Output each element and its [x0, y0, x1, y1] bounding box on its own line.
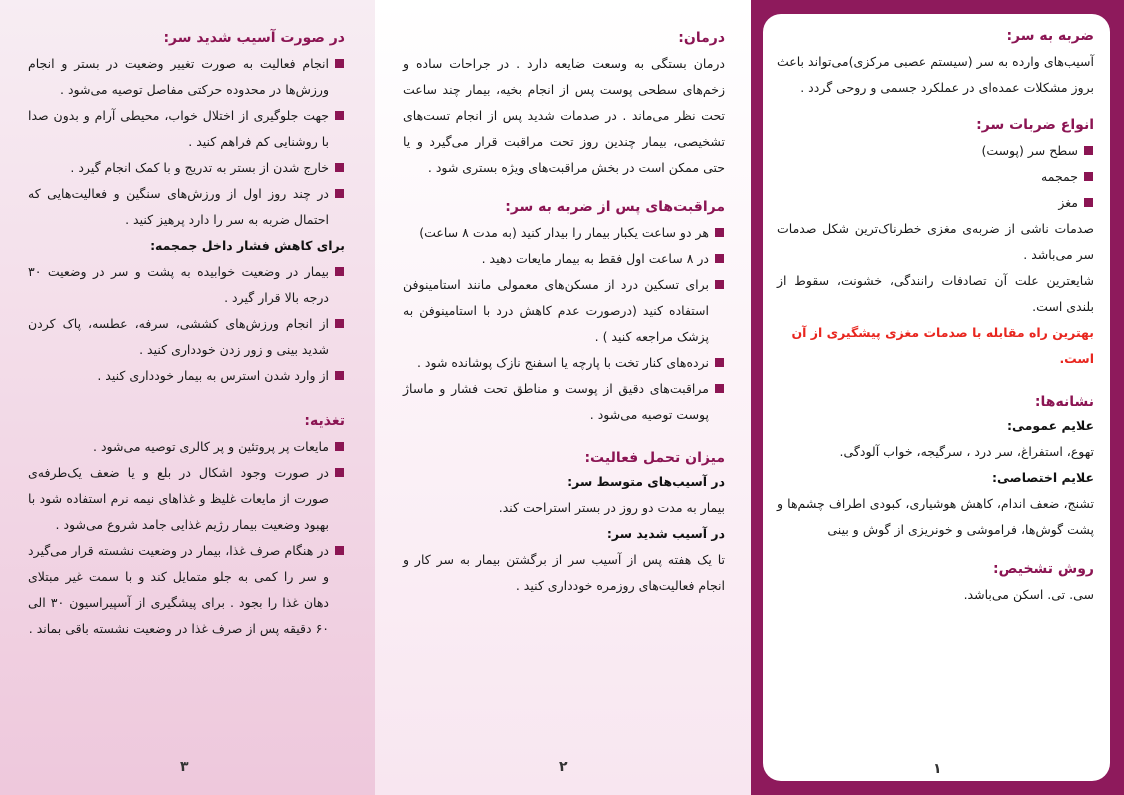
diagnosis-section — [777, 561, 1094, 608]
list-item: خارج شدن از بستر به تدریج و با کمک انجام گیرد . — [28, 155, 345, 181]
prevention-alert: بهترین راه مقابله با صدمات مغزی پیشگیری از آن است. — [791, 325, 1094, 366]
subtitle-specific: علایم اختصاصی: — [991, 470, 1094, 485]
nutrition-list — [28, 434, 345, 642]
head-injury-section — [777, 28, 1094, 101]
page-number: ۳ — [180, 759, 189, 775]
list-item: انجام فعالیت به صورت تغییر وضعیت در بستر و انجام ورزش‌ها در محدوده حرکتی مفاصل توصیه می‌شود . — [28, 51, 345, 103]
list-item: در صورت وجود اشکال در بلع و یا ضعف یک‌طرفه‌ی صورت از مایعات غلیظ و غذاهای نیمه نرم استفاده شود با بهبود وضعیت بیمار رژیم غذایی جامد شروع می‌شود . — [28, 460, 345, 538]
page-panel-1 — [751, 0, 1124, 795]
severe-injury-section — [28, 30, 345, 389]
list-item: مایعات پر پروتئین و پر کالری توصیه می‌شود . — [28, 434, 345, 460]
list-item: در هنگام صرف غذا، بیمار در وضعیت نشسته قرار می‌گیرد و سر را کمی به جلو متمایل کند و با سمت غیر مبتلای دهان غذا را بجود . برای پیشگیری از آسپیراسیون ۳۰ الی ۶۰ دقیقه پس از صرف غذا در وضعیت نشسته باقی بماند . — [28, 538, 345, 642]
list-item: برای تسکین درد از مسکن‌های معمولی مانند استامینوفن استفاده کنید (درصورت عدم کاهش درد با استامینوفن به پزشک مراجعه کنید ) . — [403, 272, 725, 350]
section-title-types: انواع ضربات سر: — [976, 117, 1094, 133]
symptoms-section — [777, 394, 1094, 543]
treatment-section — [403, 30, 725, 181]
specific-text: تشنج، ضعف اندام، کاهش هوشیاری، کبودی اطراف چشم‌ها و پشت گوش‌ها، فراموشی و خونریزی از گوش و بینی — [777, 496, 1094, 537]
types-text-1: صدمات ناشی از ضربه‌ی مغزی خطرناک‌ترین شکل صدمات سر می‌باشد . — [777, 221, 1094, 262]
section-title-diagnosis: روش تشخیص: — [993, 561, 1094, 577]
care-list — [403, 220, 725, 428]
subtitle-general: علایم عمومی: — [1006, 418, 1094, 433]
diagnosis-text: سی. تی. اسکن می‌باشد. — [963, 587, 1094, 602]
list-item: مغز — [777, 190, 1094, 216]
list-item: هر دو ساعت یکبار بیمار را بیدار کنید (به مدت ۸ ساعت) — [403, 220, 725, 246]
activity-section — [403, 450, 725, 599]
list-item: جمجمه — [777, 164, 1094, 190]
section-title-head-injury: ضربه به سر: — [1006, 28, 1094, 44]
section-title-symptoms: نشانه‌ها: — [1034, 394, 1094, 410]
content-card — [763, 14, 1110, 781]
section-title-severe: در صورت آسیب شدید سر: — [163, 30, 345, 46]
types-section — [777, 117, 1094, 372]
page-panel-2 — [375, 0, 751, 795]
page-panel-3 — [0, 0, 375, 795]
page-number: ۱ — [933, 761, 942, 777]
subtitle-moderate: در آسیب‌های متوسط سر: — [567, 474, 725, 489]
types-list — [777, 138, 1094, 216]
list-item: نرده‌های کنار تخت با پارچه یا اسفنج نازک پوشانده شود . — [403, 350, 725, 376]
head-injury-text: آسیب‌های وارده به سر (سیستم عصبی مرکزی)می‌تواند باعث بروز مشکلات عمده‌ای در عملکرد جسمی و روحی گردد . — [777, 54, 1094, 95]
list-item: جهت جلوگیری از اختلال خواب، محیطی آرام و بدون صدا با روشنایی کم فراهم کنید . — [28, 103, 345, 155]
list-item: مراقبت‌های دقیق از پوست و مناطق تحت فشار و ماساژ پوست توصیه می‌شود . — [403, 376, 725, 428]
treatment-text: درمان بستگی به وسعت ضایعه دارد . در جراحات ساده و زخم‌های سطحی پوست پس از انجام بخیه، بیمار چند ساعت تحت نظر می‌ماند . در صدمات شدید پس از انجام تست‌های تشخیصی، بیمار چندین روز تحت مراقبت قرار می‌گیرد و یا حتی ممکن است در بخش مراقبت‌های ویژه بستری شود . — [403, 56, 725, 175]
page-number: ۲ — [559, 759, 568, 775]
pressure-list — [28, 259, 345, 389]
types-text-2: شایعترین علت آن تصادفات رانندگی، خشونت، سقوط از بلندی است. — [777, 273, 1094, 314]
severe-text: تا یک هفته پس از آسیب سر از برگشتن بیمار به سر کار و انجام فعالیت‌های روزمره خودداری کنید . — [403, 552, 725, 593]
general-text: تهوع، استفراغ، سر درد ، سرگیجه، خواب آلودگی. — [839, 444, 1094, 459]
list-item: سطح سر (پوست) — [777, 138, 1094, 164]
list-item: در ۸ ساعت اول فقط به بیمار مایعات دهید . — [403, 246, 725, 272]
nutrition-section — [28, 413, 345, 642]
section-title-care: مراقبت‌های پس از ضربه به سر: — [505, 199, 725, 215]
section-title-treatment: درمان: — [678, 30, 725, 46]
list-item: از انجام ورزش‌های کششی، سرفه، عطسه، پاک کردن شدید بینی و زور زدن خودداری کنید . — [28, 311, 345, 363]
care-section — [403, 199, 725, 428]
severe-list — [28, 51, 345, 233]
section-title-activity: میزان تحمل فعالیت: — [584, 450, 725, 466]
list-item: بیمار در وضعیت خوابیده به پشت و سر در وضعیت ۳۰ درجه بالا قرار گیرد . — [28, 259, 345, 311]
subtitle-pressure: برای کاهش فشار داخل جمجمه: — [150, 238, 345, 253]
moderate-text: بیمار به مدت دو روز در بستر استراحت کند. — [498, 500, 725, 515]
list-item: در چند روز اول از ورزش‌های سنگین و فعالیت‌هایی که احتمال ضربه به سر را دارد پرهیز کنید . — [28, 181, 345, 233]
list-item: از وارد شدن استرس به بیمار خودداری کنید . — [28, 363, 345, 389]
subtitle-severe: در آسیب شدید سر: — [606, 526, 725, 541]
section-title-nutrition: تغذیه: — [304, 413, 345, 429]
